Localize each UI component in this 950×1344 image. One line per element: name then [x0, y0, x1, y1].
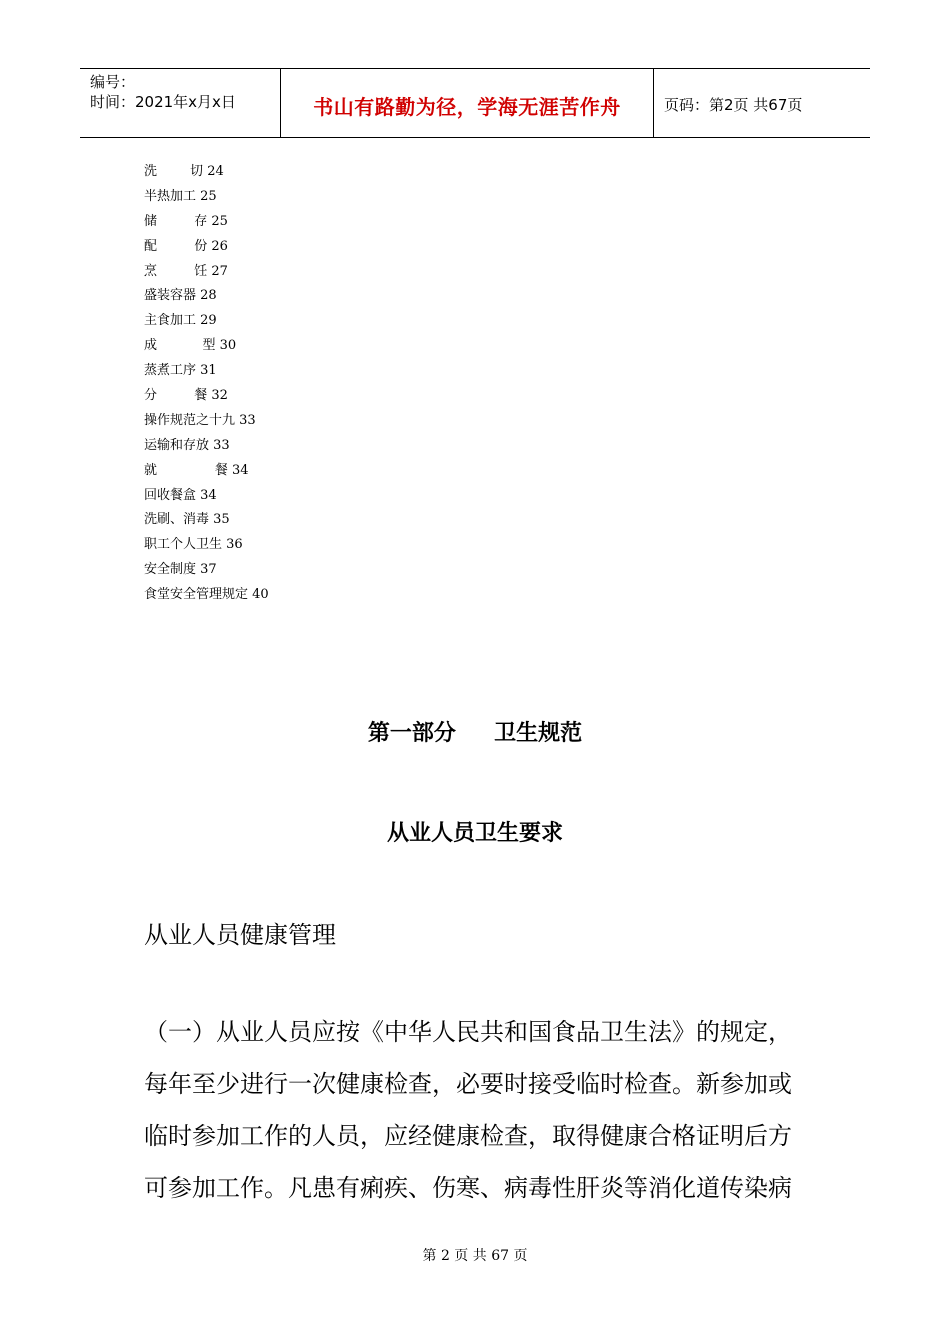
paragraph-line: 可参加工作。凡患有痢疾、伤寒、病毒性肝炎等消化道传染病	[144, 1174, 792, 1202]
header-page-info: 页码：第2页 共67页	[664, 95, 803, 114]
part-title: 第一部分 卫生规范	[367, 721, 583, 746]
toc-item[interactable]: 成 型 30	[144, 338, 237, 354]
toc-item[interactable]: 烹 饪 27	[144, 263, 228, 279]
doc-number-label: 编号：	[90, 73, 136, 91]
toc-item[interactable]: 配 份 26	[144, 238, 228, 254]
page-footer: 第 2 页 共 67 页	[422, 1248, 528, 1264]
toc-item[interactable]: 分 餐 32	[144, 388, 228, 404]
subsection-title: 从业人员健康管理	[144, 921, 336, 949]
toc-item[interactable]: 食堂安全管理规定 40	[144, 587, 269, 603]
toc-item[interactable]: 操作规范之十九 33	[144, 412, 256, 428]
toc-item[interactable]: 洗 切 24	[144, 164, 224, 179]
body-paragraph	[144, 1012, 804, 1220]
section-title: 从业人员卫生要求	[386, 821, 563, 846]
paragraph-line: 临时参加工作的人员，应经健康检查，取得健康合格证明后方	[144, 1122, 792, 1150]
toc-item[interactable]: 就 餐 34	[144, 462, 249, 478]
toc-item[interactable]: 半热加工 25	[144, 188, 217, 204]
toc-item[interactable]: 储 存 25	[144, 213, 228, 229]
paragraph-line: （一）从业人员应按《中华人民共和国食品卫生法》的规定，	[144, 1018, 792, 1046]
paragraph-line: 每年至少进行一次健康检查，必要时接受临时检查。新参加或	[144, 1070, 792, 1098]
toc-item[interactable]: 蒸煮工序 31	[144, 363, 217, 379]
toc-item[interactable]: 回收餐盒 34	[144, 487, 217, 503]
toc-item[interactable]: 运输和存放 33	[144, 437, 230, 453]
toc-item[interactable]: 主食加工 29	[144, 313, 217, 329]
toc-item[interactable]: 盛装容器 28	[144, 288, 217, 304]
header-motto: 书山有路勤为径，学海无涯苦作舟	[281, 69, 654, 137]
header-meta-cell	[80, 69, 281, 137]
toc-item[interactable]: 安全制度 37	[144, 562, 217, 578]
page-header	[80, 68, 870, 138]
table-of-contents	[144, 160, 269, 608]
toc-item[interactable]: 职工个人卫生 36	[144, 537, 243, 553]
toc-item[interactable]: 洗刷、消毒 35	[144, 512, 230, 528]
doc-time-label: 时间：2021年x月x日	[90, 93, 236, 111]
